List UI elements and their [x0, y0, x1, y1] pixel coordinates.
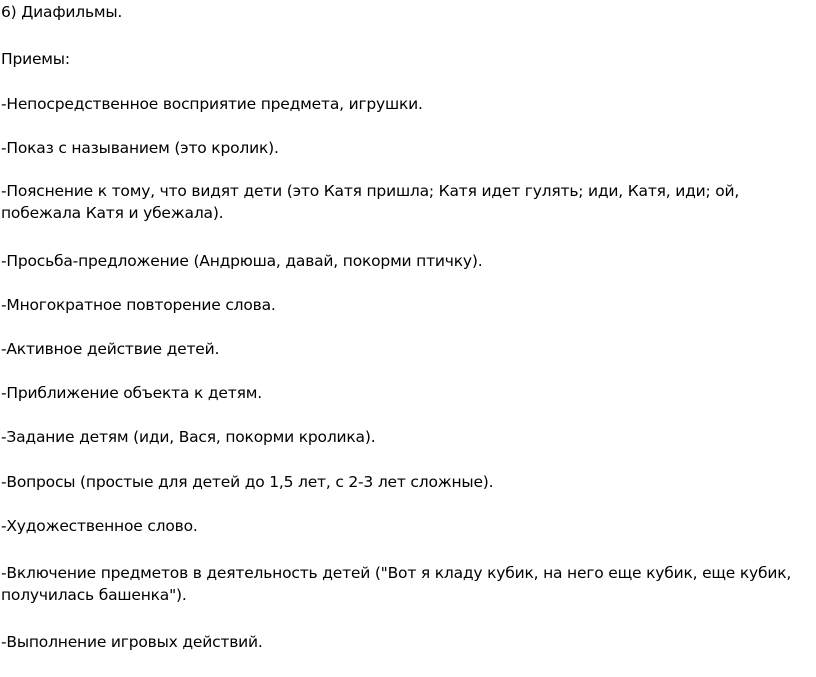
list-item: -Выполнение игровых действий.	[1, 633, 263, 651]
list-item: -Непосредственное восприятие предмета, игрушки.	[1, 95, 423, 113]
document-heading: 6) Диафильмы.	[1, 3, 123, 21]
document-subheading: Приемы:	[1, 50, 70, 68]
list-item: -Показ с называнием (это кролик).	[1, 139, 279, 157]
list-item: -Просьба-предложение (Андрюша, давай, покорми птичку).	[1, 252, 483, 270]
list-item: -Художественное слово.	[1, 517, 198, 535]
list-item: -Пояснение к тому, что видят дети (это Катя пришла; Катя идет гулять; иди, Катя, иди; ой, побежала Катя и убежала).	[1, 182, 740, 222]
list-item: -Активное действие детей.	[1, 340, 220, 358]
list-item: -Вопросы (простые для детей до 1,5 лет, с 2-3 лет сложные).	[1, 473, 494, 491]
list-item: -Приближение объекта к детям.	[1, 384, 262, 402]
list-item: -Включение предметов в деятельность детей ("Вот я кладу кубик, на него еще кубик, еще кубик, получилась башенка").	[1, 564, 792, 604]
list-item: -Многократное повторение слова.	[1, 296, 276, 314]
list-item: -Задание детям (иди, Вася, покорми кролика).	[1, 428, 376, 446]
